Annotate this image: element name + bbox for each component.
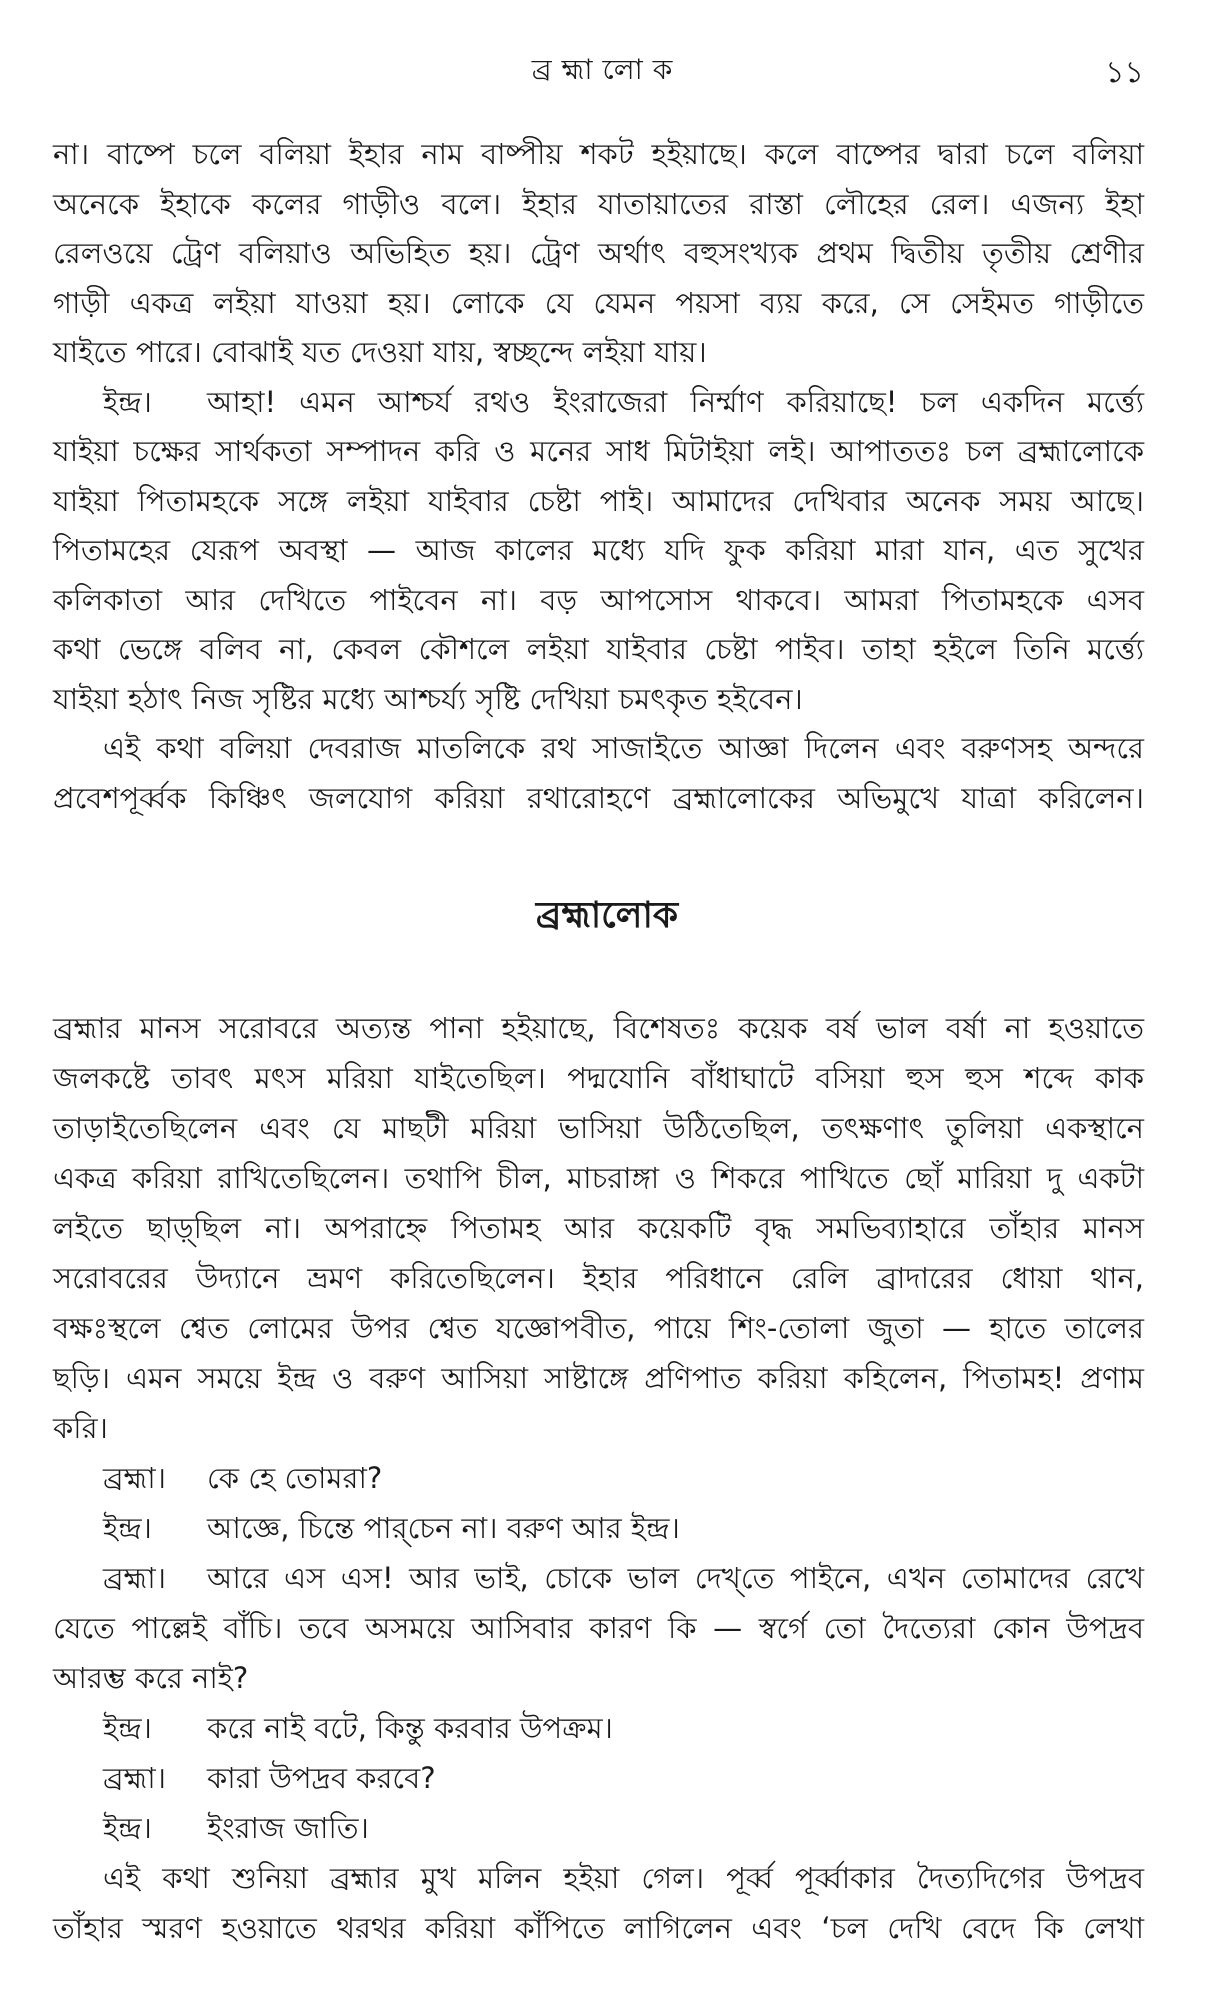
text-line: সরোবরের উদ্যানে ভ্রমণ করিতেছিলেন। ইহার পরিধানে রেলি ব্রাদারের ধোয়া থান, — [53, 1261, 1144, 1295]
dialogue-line — [53, 1558, 1144, 1608]
text-line: কলিকাতা আর দেখিতে পাইবেন না। বড় আপসোস থাকবে। আমরা পিতামহকে এসব — [53, 582, 1144, 617]
dialogue-line — [53, 1758, 1144, 1808]
text-line: প্রবেশপূর্ব্বক কিঞ্চিৎ জলযোগ করিয়া রথারোহণে ব্রহ্মালোকের অভিমুখে যাত্রা করিলেন। — [53, 780, 1144, 815]
speaker-name: ব্রহ্মা। — [103, 1461, 166, 1495]
dialogue-text: আজ্ঞে, চিন্তে পার্‌চেন না। বরুণ আর ইন্দ্র। — [207, 1511, 680, 1545]
dialogue-text: করে নাই বটে, কিন্তু করবার উপক্রম। — [207, 1711, 613, 1745]
text-line: যাইয়া পিতামহকে সঙ্গে লইয়া যাইবার চেষ্টা পাই। আমাদের দেখিবার অনেক সময় আছে। — [53, 483, 1144, 518]
text-line: একত্র করিয়া রাখিতেছিলেন। তথাপি চীল, মাচরাঙ্গা ও শিকরে পাখিতে ছোঁ মারিয়া দু একটা — [53, 1161, 1144, 1195]
dialogue-text: ইংরাজ জাতি। — [207, 1811, 369, 1845]
text-line: বক্ষঃস্থলে শ্বেত লোমের উপর শ্বেত যজ্ঞোপবীত, পায়ে শিং-তোলা জুতা — হাতে তালের — [53, 1311, 1144, 1345]
text-line: না। বাষ্পে চলে বলিয়া ইহার নাম বাষ্পীয় শকট হইয়াছে। কলে বাষ্পের দ্বারা চলে বলিয়া — [53, 137, 1144, 171]
dialogue-line — [53, 1808, 1144, 1858]
text-line: যাইয়া হঠাৎ নিজ সৃষ্টির মধ্যে আশ্চর্য্য সৃষ্টি দেখিয়া চমৎকৃত হইবেন। — [53, 681, 803, 716]
text-line: এই কথা বলিয়া দেবরাজ মাতলিকে রথ সাজাইতে আজ্ঞা দিলেন এবং বরুণসহ অন্দরে — [103, 731, 1144, 765]
text-line: রেলওয়ে ট্রেণ বলিয়াও অভিহিত হয়। ট্রেণ অর্থাৎ বহুসংখ্যক প্রথম দ্বিতীয় তৃতীয় শ্রেণীর — [53, 236, 1144, 270]
dialogue-line — [53, 382, 1144, 432]
text-line: যাইতে পারে। বোঝাই যত দেওয়া যায়, স্বচ্ছন্দে লইয়া যায়। — [53, 335, 707, 369]
text-line: তাড়াইতেছিলেন এবং যে মাছটী মরিয়া ভাসিয়া উঠিতেছিল, তৎক্ষণাৎ তুলিয়া একস্থানে — [53, 1111, 1144, 1145]
speaker-name: ব্রহ্মা। — [103, 1561, 166, 1595]
dialogue-text: আরে এস এস! আর ভাই, চোকে ভাল দেখ্‌তে পাইনে, এখন তোমাদের রেখে — [207, 1561, 1144, 1595]
text-line: পিতামহের যেরূপ অবস্থা — আজ কালের মধ্যে যদি ফুক করিয়া মারা যান, এত সুখের — [53, 533, 1144, 567]
speaker-name: ইন্দ্র। — [103, 1811, 152, 1845]
text-line: কথা ভেঙ্গে বলিব না, কেবল কৌশলে লইয়া যাইবার চেষ্টা পাইব। তাহা হইলে তিনি মর্ত্ত্যে — [53, 632, 1144, 666]
dialogue-text: কে হে তোমরা? — [207, 1461, 383, 1495]
text-line: তাঁহার স্মরণ হওয়াতে থরথর করিয়া কাঁপিতে লাগিলেন এবং ‘চল দেখি বেদে কি লেখা — [53, 1911, 1144, 1945]
text-line: গাড়ী একত্র লইয়া যাওয়া হয়। লোকে যে যেমন পয়সা ব্যয় করে, সে সেইমত গাড়ীতে — [53, 285, 1144, 320]
text-line: অনেকে ইহাকে কলের গাড়ীও বলে। ইহার যাতায়াতের রাস্তা লৌহের রেল। এজন্য ইহা — [53, 186, 1144, 221]
running-header-title: ব্রহ্মালোক — [531, 53, 683, 86]
text-line: যেতে পাল্লেই বাঁচি। তবে অসময়ে আসিবার কারণ কি — স্বর্গে তো দৈত্যেরা কোন উপদ্রব — [53, 1611, 1144, 1645]
text-line: আরম্ভ করে নাই? — [53, 1661, 249, 1695]
text-line: ছড়ি। এমন সময়ে ইন্দ্র ও বরুণ আসিয়া সাষ্টাঙ্গে প্রণিপাত করিয়া কহিলেন, পিতামহ! প্রণাম — [53, 1361, 1144, 1395]
page-number: ১১ — [1105, 55, 1144, 90]
dialogue-text: আহা! এমন আশ্চর্য রথও ইংরাজেরা নির্ম্মাণ করিয়াছে! চল একদিন মর্ত্ত্যে — [207, 384, 1144, 419]
text-line: জলকষ্টে তাবৎ মৎস মরিয়া যাইতেছিল। পদ্মযোনি বাঁধাঘাটে বসিয়া হুস হুস শব্দে কাক — [53, 1061, 1144, 1095]
text-line: এই কথা শুনিয়া ব্রহ্মার মুখ মলিন হইয়া গেল। পূর্ব্ব পূর্ব্বাকার দৈত্যদিগের উপদ্রব — [103, 1861, 1144, 1895]
body-text-block-2 — [53, 1008, 1144, 1958]
dialogue-text: কারা উপদ্রব করবে? — [207, 1761, 436, 1795]
speaker-name: ইন্দ্র। — [103, 384, 152, 419]
dialogue-line — [53, 1708, 1144, 1758]
text-line: ব্রহ্মার মানস সরোবরে অত্যন্ত পানা হইয়াছে, বিশেষতঃ কয়েক বর্ষ ভাল বর্ষা না হওয়াতে — [53, 1011, 1144, 1045]
speaker-name: ব্রহ্মা। — [103, 1761, 166, 1795]
text-line: যাইয়া চক্ষের সার্থকতা সম্পাদন করি ও মনের সাধ মিটাইয়া লই। আপাততঃ চল ব্রহ্মালোকে — [53, 434, 1144, 468]
section-title: ব্রহ্মালোক — [535, 895, 679, 936]
dialogue-line — [53, 1458, 1144, 1508]
text-line: করি। — [53, 1411, 108, 1445]
text-line: লইতে ছাড়্‌ছিল না। অপরাহ্নে পিতামহ আর কয়েকটি বৃদ্ধ সমভিব্যাহারে তাঁহার মানস — [53, 1211, 1144, 1245]
speaker-name: ইন্দ্র। — [103, 1711, 152, 1745]
dialogue-line — [53, 1508, 1144, 1558]
body-text-block-1 — [53, 134, 1144, 827]
speaker-name: ইন্দ্র। — [103, 1511, 152, 1545]
